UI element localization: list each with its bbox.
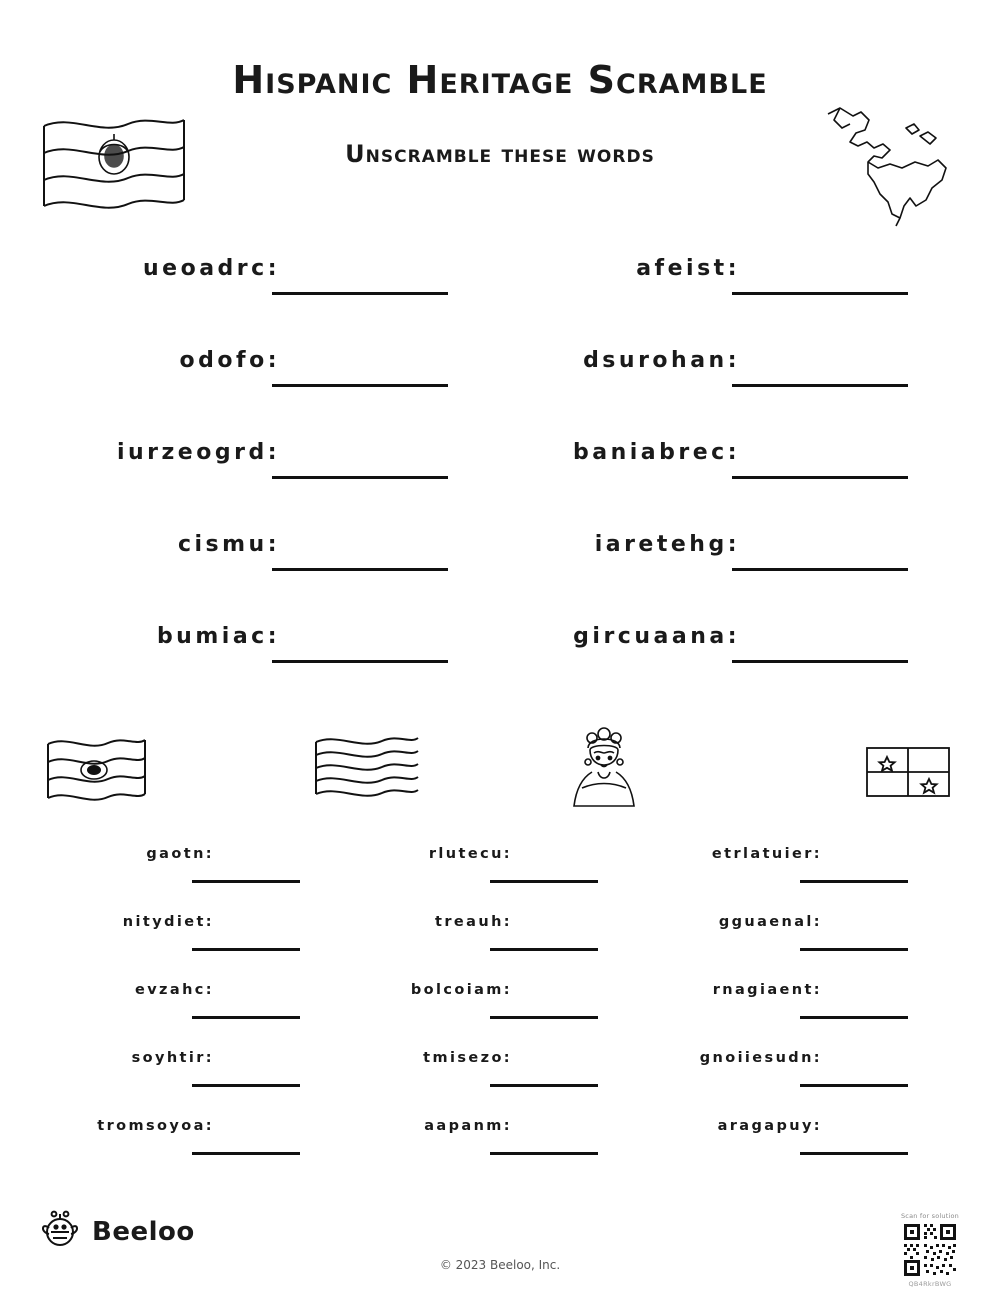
scramble-item [500, 432, 940, 524]
decoration-row [0, 722, 1000, 812]
scramble-clue: bolcoiam: [410, 982, 512, 998]
answer-blank[interactable] [192, 1084, 300, 1087]
qr-section [898, 1212, 962, 1288]
answer-blank[interactable] [490, 1152, 598, 1155]
scramble-item [640, 1042, 940, 1110]
scramble-clue: bumiac: [156, 624, 280, 649]
scramble-item [40, 432, 480, 524]
panama-flag-icon [862, 742, 956, 808]
brand-name: Beeloo [92, 1217, 195, 1247]
answer-blank[interactable] [800, 948, 908, 951]
copyright-text: © 2023 Beeloo, Inc. [439, 1258, 561, 1272]
scramble-clue: nitydiet: [122, 914, 214, 930]
answer-blank[interactable] [192, 1016, 300, 1019]
answer-blank[interactable] [732, 384, 908, 387]
answer-blank[interactable] [732, 476, 908, 479]
answer-blank[interactable] [272, 476, 448, 479]
scramble-column-2 [330, 838, 630, 1178]
answer-blank[interactable] [192, 1152, 300, 1155]
scramble-item [32, 1042, 332, 1110]
scramble-item [40, 248, 480, 340]
scramble-clue: tromsoyoa: [97, 1118, 214, 1134]
scramble-clue: gaotn: [146, 846, 214, 862]
scramble-item [330, 1110, 630, 1178]
answer-blank[interactable] [490, 1084, 598, 1087]
answer-blank[interactable] [800, 880, 908, 883]
scramble-item [40, 524, 480, 616]
scramble-clue: dsurohan: [583, 348, 740, 373]
scramble-clue: afeist: [636, 256, 740, 281]
answer-blank[interactable] [272, 660, 448, 663]
page-title: Hispanic Heritage Scramble [232, 58, 768, 102]
scramble-column-right [500, 248, 940, 708]
scramble-clue: gguaenal: [718, 914, 822, 930]
answer-blank[interactable] [732, 292, 908, 295]
qr-code-icon[interactable] [902, 1222, 958, 1278]
scramble-item [330, 1042, 630, 1110]
scramble-item [500, 616, 940, 708]
scramble-item [640, 1110, 940, 1178]
scramble-clue: rlutecu: [428, 846, 512, 862]
page-subtitle: Unscramble these words [345, 140, 655, 168]
answer-blank[interactable] [800, 1084, 908, 1087]
scramble-item [640, 974, 940, 1042]
brand-logo [38, 1208, 195, 1256]
scramble-item [40, 340, 480, 432]
qr-id: QB4RkrBWG [908, 1280, 952, 1288]
scramble-clue: cismu: [177, 532, 280, 557]
scramble-column-left [40, 248, 480, 708]
answer-blank[interactable] [192, 948, 300, 951]
answer-blank[interactable] [192, 880, 300, 883]
answer-blank[interactable] [732, 660, 908, 663]
answer-blank[interactable] [732, 568, 908, 571]
scramble-clue: evzahc: [134, 982, 214, 998]
scramble-item [500, 524, 940, 616]
answer-blank[interactable] [490, 948, 598, 951]
scramble-clue: iaretehg: [594, 532, 740, 557]
answer-blank[interactable] [800, 1152, 908, 1155]
scramble-clue: gircuaana: [573, 624, 740, 649]
scramble-clue: etrlatuier: [711, 846, 822, 862]
scramble-clue: ueoadrc: [143, 256, 280, 281]
scramble-item [640, 906, 940, 974]
scramble-item [330, 974, 630, 1042]
frida-kahlo-icon [568, 726, 640, 816]
blank-flag-icon [312, 732, 422, 806]
scramble-item [32, 906, 332, 974]
scramble-item [40, 616, 480, 708]
el-salvador-flag-icon [44, 732, 149, 812]
scramble-column-1 [32, 838, 332, 1178]
bee-logo-icon [38, 1208, 82, 1256]
scramble-clue: tmisezo: [423, 1050, 512, 1066]
scramble-clue: soyhtir: [131, 1050, 214, 1066]
answer-blank[interactable] [272, 384, 448, 387]
latin-america-map-icon [820, 98, 960, 228]
scramble-clue: odofo: [179, 348, 280, 373]
scramble-clue: gnoiiesudn: [699, 1050, 822, 1066]
scramble-clue: aragapuy: [717, 1118, 822, 1134]
scramble-item [330, 906, 630, 974]
scramble-column-3 [640, 838, 940, 1178]
answer-blank[interactable] [800, 1016, 908, 1019]
scramble-clue: rnagiaent: [712, 982, 822, 998]
answer-blank[interactable] [490, 880, 598, 883]
scramble-clue: iurzeogrd: [116, 440, 280, 465]
scramble-item [32, 974, 332, 1042]
scramble-item [500, 248, 940, 340]
scramble-clue: baniabrec: [573, 440, 740, 465]
scramble-item [32, 1110, 332, 1178]
scramble-clue: aapanm: [424, 1118, 512, 1134]
scramble-item [500, 340, 940, 432]
answer-blank[interactable] [490, 1016, 598, 1019]
scramble-item [330, 838, 630, 906]
qr-label: Scan for solution [900, 1212, 959, 1220]
answer-blank[interactable] [272, 568, 448, 571]
answer-blank[interactable] [272, 292, 448, 295]
scramble-item [640, 838, 940, 906]
scramble-clue: treauh: [435, 914, 512, 930]
scramble-item [32, 838, 332, 906]
ecuador-flag-icon [38, 110, 188, 220]
